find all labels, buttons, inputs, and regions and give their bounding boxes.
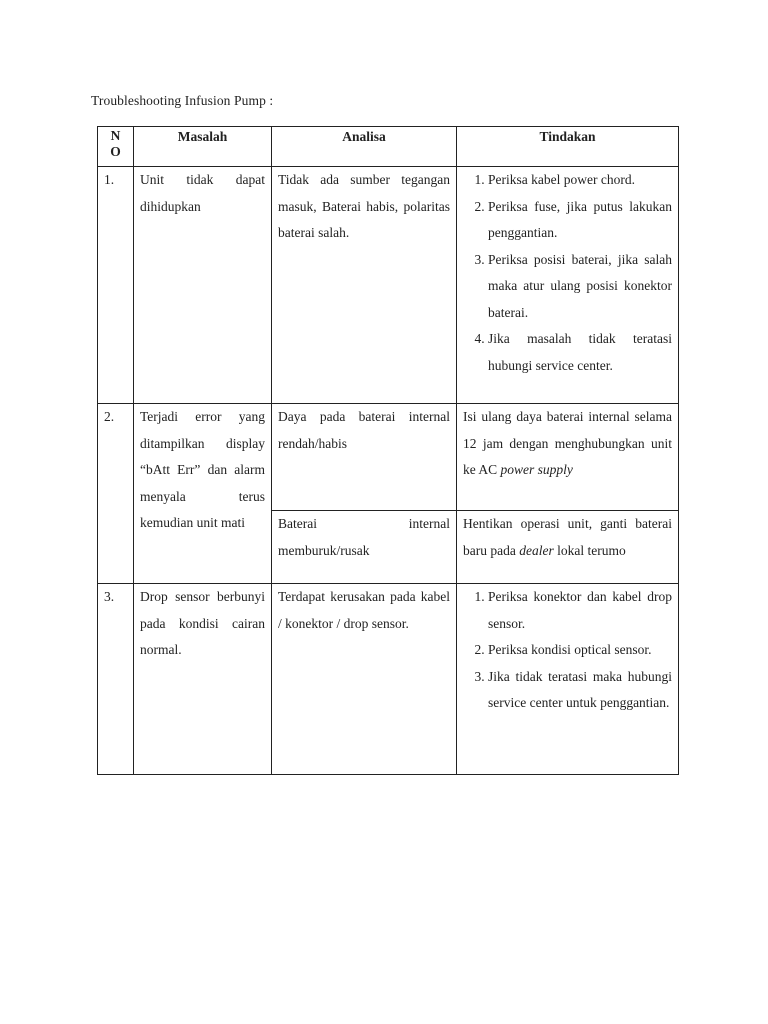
- document-title: Troubleshooting Infusion Pump :: [91, 93, 274, 108]
- list-item: 1. Periksa konektor dan kabel drop sensor.: [488, 584, 672, 637]
- masalah-cell: Drop sensor berbunyi pada kondisi cairan normal.: [134, 584, 272, 775]
- tindakan-cell: [457, 511, 679, 584]
- tindakan-cell: [457, 404, 679, 511]
- tindakan-cell: [457, 584, 679, 775]
- masalah-cell: Unit tidak dapat dihidupkan: [134, 167, 272, 404]
- list-item: 3. Periksa posisi baterai, jika salah maka atur ulang posisi konektor baterai.: [488, 247, 672, 327]
- tindakan-text: Hentikan operasi unit, ganti baterai baru pada: [463, 516, 672, 558]
- analisa-cell: Terdapat kerusakan pada kabel / konektor / drop sensor.: [272, 584, 457, 775]
- list-item: 3. Jika tidak teratasi maka hubungi service center untuk penggantian.: [488, 664, 672, 717]
- header-analisa: Analisa: [272, 127, 457, 167]
- list-item: 2. Periksa fuse, jika putus lakukan penggantian.: [488, 194, 672, 247]
- troubleshooting-table: [97, 126, 679, 775]
- tindakan-italic: dealer: [519, 542, 554, 558]
- tindakan-text: Isi ulang daya baterai internal selama 12 jam dengan menghubungkan unit ke AC: [463, 409, 672, 477]
- header-masalah: Masalah: [134, 127, 272, 167]
- analisa-cell: Daya pada baterai internal rendah/habis: [272, 404, 457, 511]
- row-number: 1.: [98, 167, 134, 404]
- table-row: [98, 584, 679, 775]
- list-item: 4. Jika masalah tidak teratasi hubungi service center.: [488, 326, 672, 379]
- masalah-cell: Terjadi error yang ditampilkan display “bAtt Err” dan alarm menyala terus kemudian unit mati: [134, 404, 272, 584]
- row-number: 3.: [98, 584, 134, 775]
- header-no-line2: O: [110, 144, 121, 159]
- tindakan-cell: [457, 167, 679, 404]
- tindakan-list: [463, 167, 672, 379]
- table-row: [98, 167, 679, 404]
- header-no: [98, 127, 134, 167]
- list-item: 2. Periksa kondisi optical sensor.: [488, 637, 672, 664]
- list-item: 1. Periksa kabel power chord.: [488, 167, 672, 194]
- tindakan-italic: power supply: [500, 462, 573, 477]
- header-no-line1: N: [110, 128, 121, 143]
- tindakan-list: [463, 584, 672, 717]
- analisa-cell: Baterai internal memburuk/rusak: [272, 511, 457, 584]
- analisa-cell: Tidak ada sumber tegangan masuk, Baterai habis, polaritas baterai salah.: [272, 167, 457, 404]
- table-row: [98, 404, 679, 511]
- row-number: 2.: [98, 404, 134, 584]
- tindakan-text: lokal terumo: [557, 542, 626, 558]
- table-header-row: [98, 127, 679, 167]
- header-tindakan: Tindakan: [457, 127, 679, 167]
